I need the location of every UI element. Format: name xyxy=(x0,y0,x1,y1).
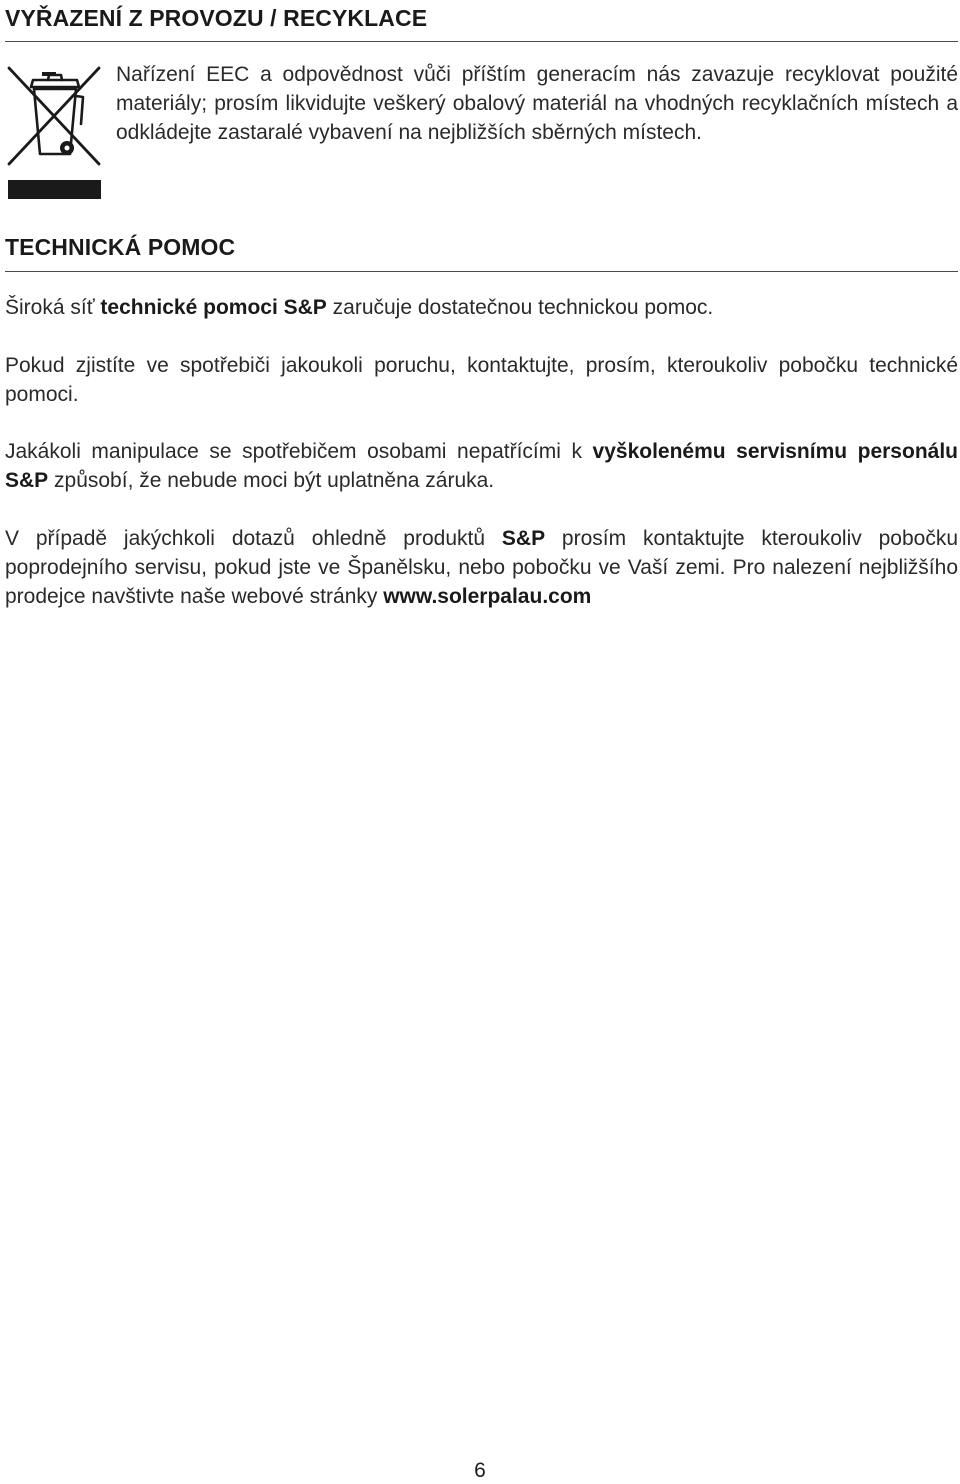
heading-rule xyxy=(5,41,958,42)
support-paragraph-warranty xyxy=(5,437,958,495)
website-link[interactable]: www.solerpalau.com xyxy=(383,585,592,608)
text-run: zaručuje dostatečnou technickou pomoc. xyxy=(326,296,714,319)
bold-text: vyškolenému servisnímu personálu S&P xyxy=(5,440,958,492)
text-run: V případě jakýchkoli dotazů ohledně produktů xyxy=(5,527,502,550)
recycling-text: Nařízení EEC a odpovědnost vůči příštím generacím nás zavazuje recyklovat použité materiály; prosím likvidujte veškerý obalový materiál na vhodných recyklačních místech a odkládejte zastaralé vybavení na nejbližších sběrných místech. xyxy=(116,63,958,144)
page-number: 6 xyxy=(474,1459,486,1482)
crossed-out-wheelie-bin-icon xyxy=(7,66,101,200)
support-heading: TECHNICKÁ POMOC xyxy=(5,234,236,260)
text-run: způsobí, že nebude moci být uplatněna záruka. xyxy=(48,469,495,492)
bold-text: S&P xyxy=(501,527,546,550)
text-run: prosím kontaktujte kteroukoliv pobočku poprodejního servisu, pokud jste ve Španělsku, nebo pobočku ve Vaší zemi. Pro nalezení nejbližšího prodejce navštivte naše webové stránky xyxy=(5,527,958,608)
support-paragraph-network xyxy=(5,293,958,322)
heading-rule xyxy=(5,271,958,272)
support-paragraph-fault: Pokud zjistíte ve spotřebiči jakoukoli poruchu, kontaktujte, prosím, kteroukoliv pobočku technické pomoci. xyxy=(5,354,958,406)
text-run: Jakákoli manipulace se spotřebičem osobami nepatřícími k xyxy=(5,440,593,463)
bold-text: technické pomoci S&P xyxy=(100,296,327,319)
support-paragraph-contact xyxy=(5,524,958,611)
recycling-heading: VYŘAZENÍ Z PROVOZU / RECYKLACE xyxy=(5,5,428,31)
text-run: Široká síť xyxy=(5,296,101,319)
